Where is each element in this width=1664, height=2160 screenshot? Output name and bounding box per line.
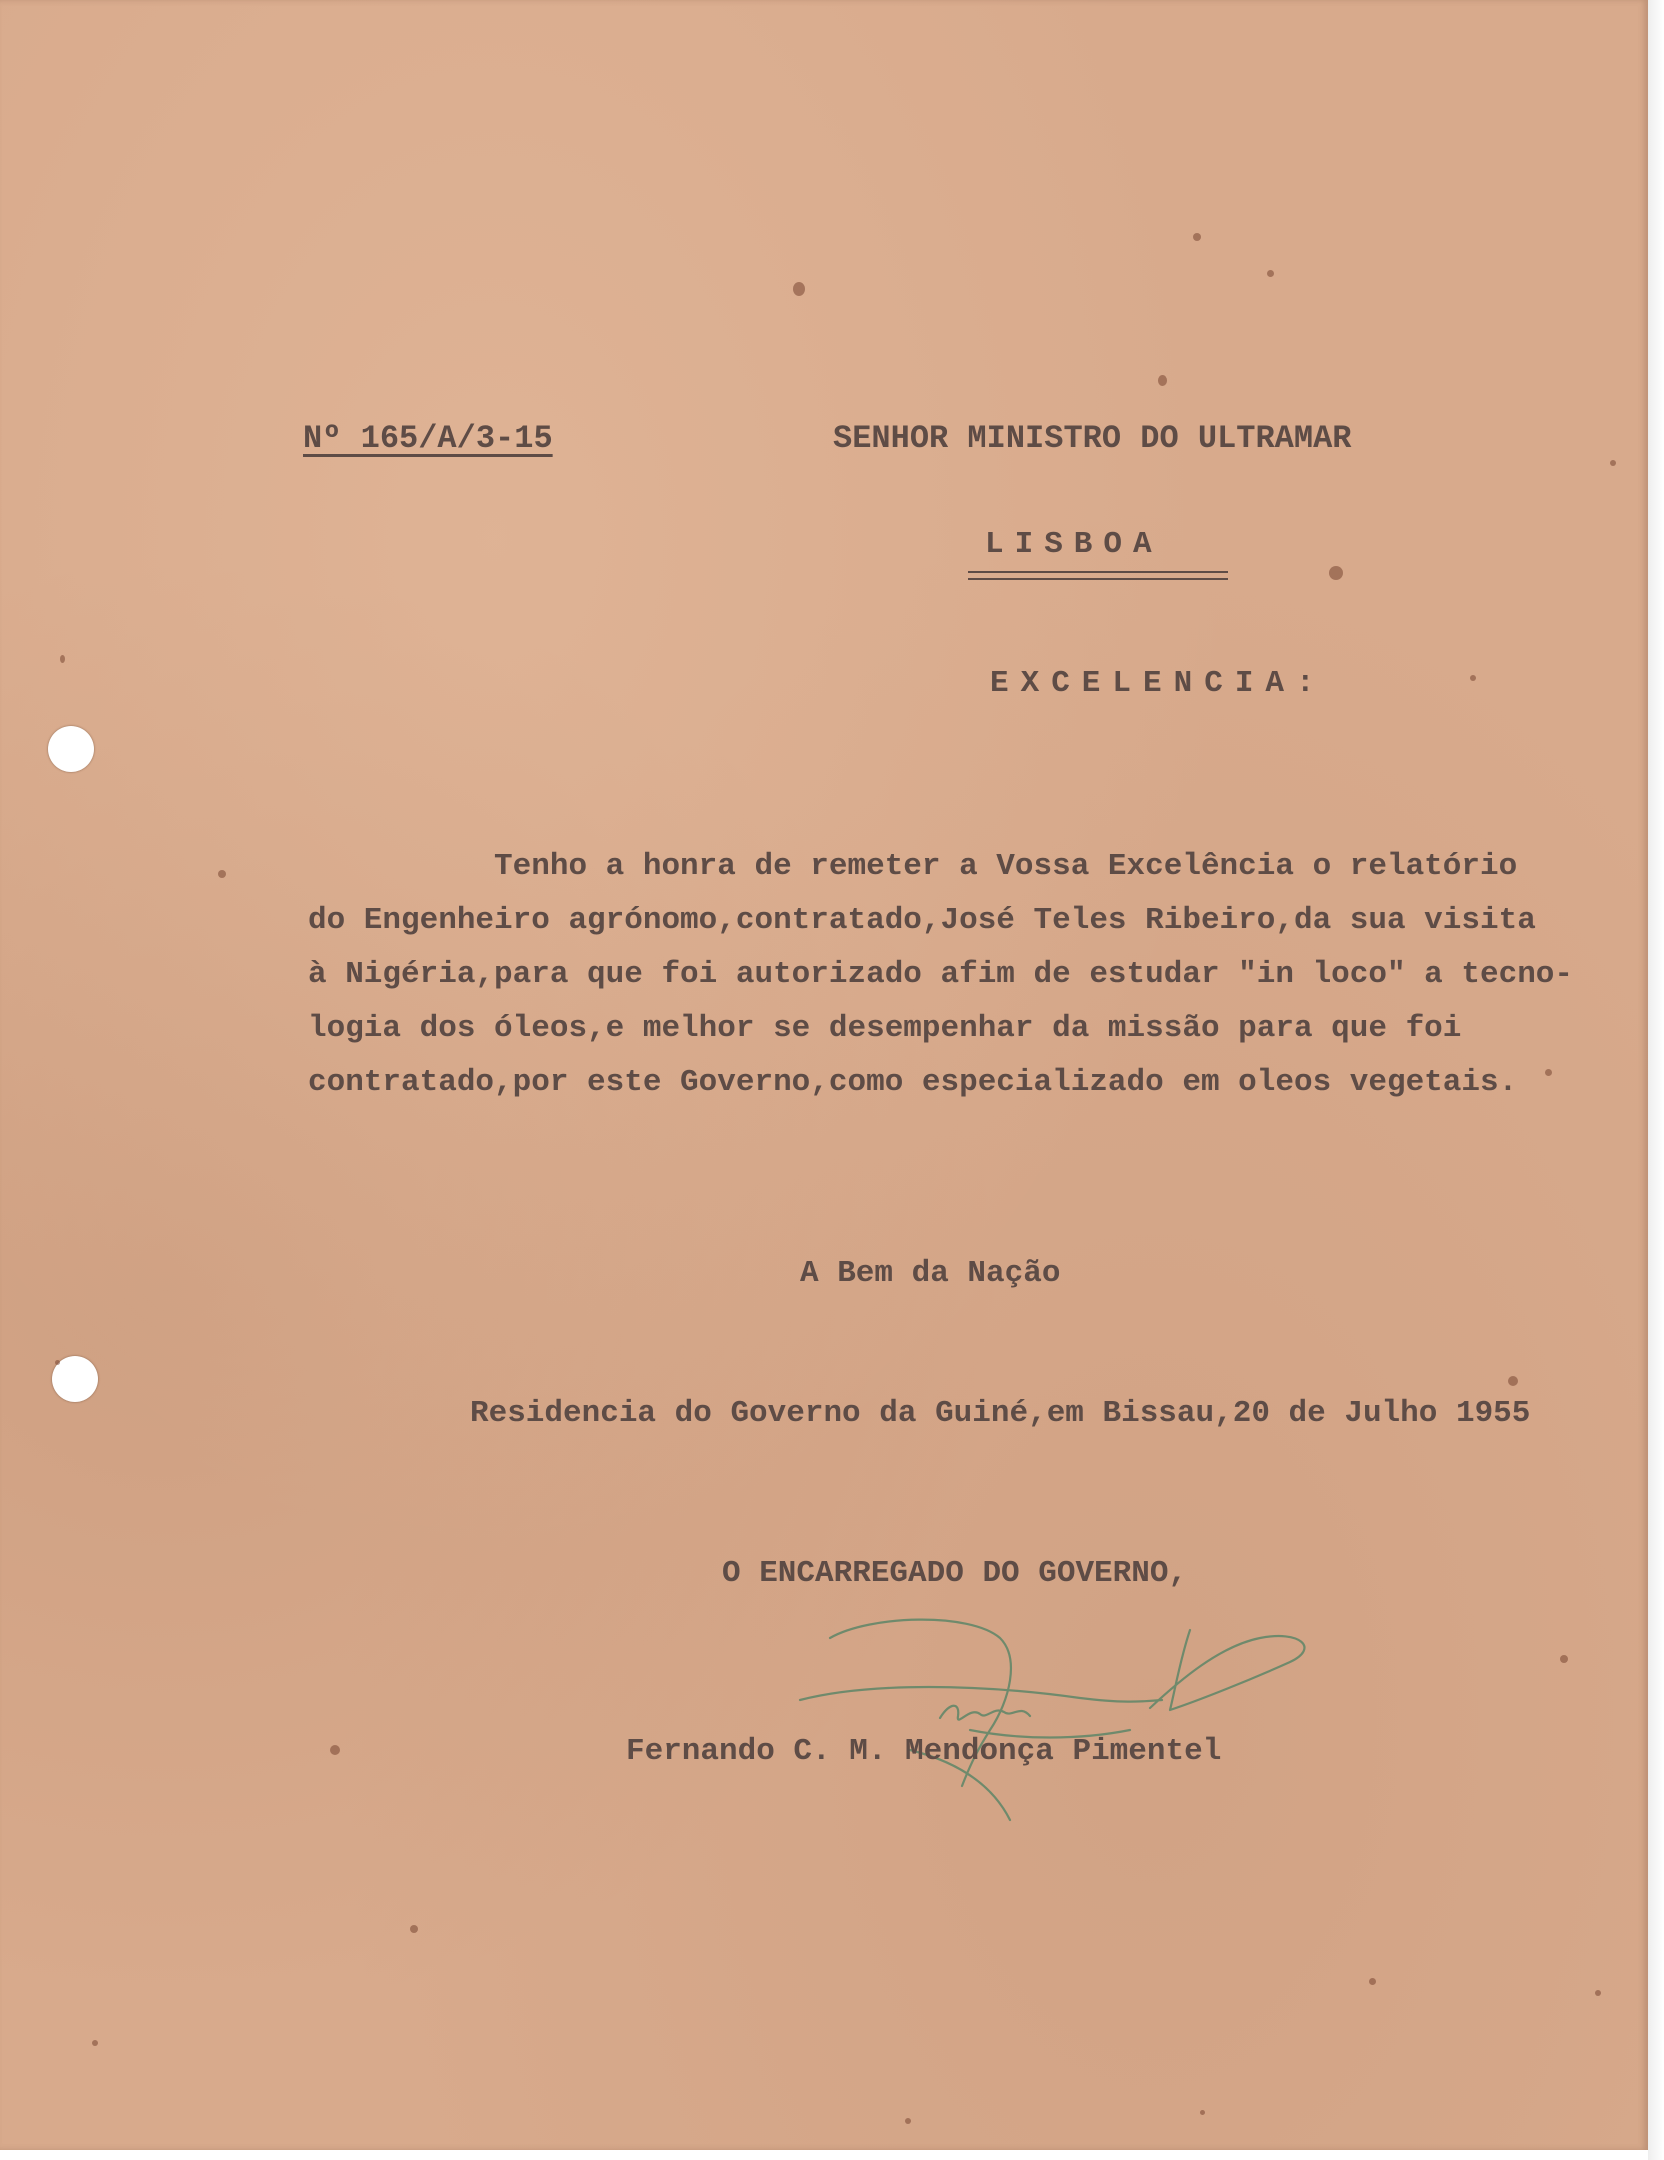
body-line: do Engenheiro agrónomo,contratado,José Teles Ribeiro,da sua visita xyxy=(308,903,1536,938)
paper-stain xyxy=(1508,1376,1518,1386)
paper-stain xyxy=(1158,375,1167,386)
salutation: EXCELENCIA: xyxy=(990,666,1327,701)
body-line: à Nigéria,para que foi autorizado afim de estudar "in loco" a tecno- xyxy=(308,957,1574,992)
paper-stain xyxy=(1193,233,1201,241)
paper-stain xyxy=(1610,460,1616,466)
paper-stain xyxy=(330,1745,340,1755)
paper-stain xyxy=(1200,2110,1205,2115)
paper-stain xyxy=(905,2118,911,2124)
paper-stain xyxy=(60,655,65,663)
paper-stain xyxy=(1267,270,1274,277)
letter-body xyxy=(308,840,1648,1110)
reference-number: Nº 165/A/3-15 xyxy=(303,420,553,457)
signatory-name: Fernando C. M. Mendonça Pimentel xyxy=(626,1734,1222,1769)
addressee-line: SENHOR MINISTRO DO ULTRAMAR xyxy=(833,420,1352,457)
punch-hole-top xyxy=(48,726,94,772)
paper-stain xyxy=(1329,566,1343,580)
scan-margin xyxy=(1648,0,1664,2160)
paper-stain xyxy=(1560,1655,1568,1663)
handwritten-signature xyxy=(780,1590,1340,1830)
paper-stain xyxy=(410,1925,418,1933)
paper-stain xyxy=(92,2040,98,2046)
paper-stain xyxy=(793,282,805,296)
place-and-date: Residencia do Governo da Guiné,em Bissau,20 de Julho 1955 xyxy=(470,1396,1531,1431)
signatory-title: O ENCARREGADO DO GOVERNO, xyxy=(722,1556,1188,1591)
body-line: contratado,por este Governo,como especializado em oleos vegetais. xyxy=(308,1065,1518,1100)
city-double-underline xyxy=(968,571,1228,580)
body-line: Tenho a honra de remeter a Vossa Excelência o relatório xyxy=(308,849,1518,884)
paper-stain xyxy=(55,1360,60,1365)
paper-stain xyxy=(1470,675,1476,681)
paper-stain xyxy=(1595,1990,1601,1996)
paper-stain xyxy=(1369,1978,1376,1985)
paper-stain xyxy=(218,870,226,878)
body-line: logia dos óleos,e melhor se desempenhar da missão para que foi xyxy=(308,1011,1462,1046)
closing-phrase: A Bem da Nação xyxy=(800,1256,1061,1291)
city-heading: LISBOA xyxy=(985,527,1163,562)
